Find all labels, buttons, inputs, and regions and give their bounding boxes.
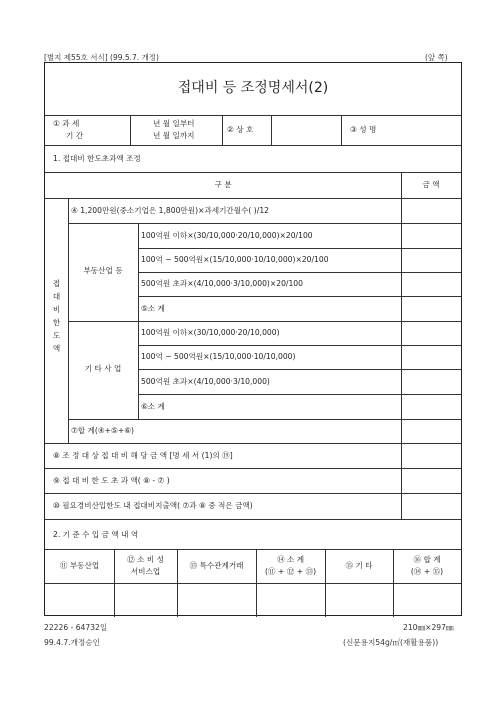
col-subtotal: ⑭ 소 계: [276, 555, 305, 564]
row-10-deductible-amount: ⑩ 필요경비산입한도 내 접대비지출액( ⑦과 ⑧ 중 적은 금액): [53, 501, 253, 510]
col-related-party: ⑬ 특수관계거래: [189, 561, 244, 570]
row-4-base-limit: ④ 1,200만원(중소기업은 1,800만원)×과세기간월수( )/12: [71, 206, 269, 215]
other-business-label: 기 타 사 업: [84, 364, 122, 373]
row-9-excess-amount: ⑨ 접 대 비 한 도 초 과 액( ⑧ - ⑦ ): [53, 476, 170, 485]
col-total-formula: (⑭ + ⑮): [410, 567, 444, 576]
page-indicator: (앞 쪽): [425, 53, 448, 62]
row-7-total: ⑦합 계(④+⑤+⑥): [71, 426, 134, 435]
section2-heading: 2. 기 준 수 입 금 액 내 역: [53, 530, 139, 539]
col-consumer-service: ⑫ 소 비 성: [127, 555, 164, 564]
period-label: ① 과 세: [53, 119, 80, 128]
real-estate-row: 100억원 이하×(30/10,000·20/10,000)×20/100: [141, 231, 313, 240]
real-estate-row: 500억원 초과×(4/10,000·3/10,000)×20/100: [141, 279, 303, 288]
name-label: ③ 성 명: [350, 125, 377, 134]
form-title: 접대비 등 조정명세서(2): [177, 80, 329, 96]
form-sheet: [44, 62, 462, 616]
col-consumer-service-2: 서비스업: [130, 567, 161, 576]
other-business-subtotal: ⑥소 계: [141, 402, 165, 411]
company-label: ② 상 호: [227, 125, 254, 134]
form-number: [별지 제55호 서식] (99.5.7. 개정): [44, 53, 159, 62]
period-label-2: 기 간: [66, 131, 84, 140]
col-total: ⑯ 합 계: [413, 555, 441, 564]
column-amount: 금 액: [422, 180, 440, 189]
section1-heading: 1. 접대비 한도초과액 조정: [53, 154, 141, 163]
paper-size: 210㎜×297㎜: [403, 623, 454, 632]
row-8-adjusted-amount: ⑧ 조 정 대 상 접 대 비 해 당 금 액 [명 세 서 (1)의 ⑲]: [53, 451, 233, 460]
paper-spec: (신문용지54g/㎡(재활용품)): [343, 638, 439, 647]
approval-date: 99.4.7.개정승인: [44, 638, 100, 647]
other-business-row: 100억 ~ 500억원×(15/10,000·10/10,000): [141, 352, 296, 361]
period-from-label: 년 월 일부터: [153, 119, 195, 128]
real-estate-subtotal: ⑤소 계: [141, 304, 165, 313]
real-estate-label: 부동산업 등: [83, 266, 123, 275]
real-estate-row: 100억 ~ 500억원×(15/10,000·10/10,000)×20/100: [141, 255, 329, 264]
other-business-row: 500억원 초과×(4/10,000·3/10,000): [141, 377, 270, 386]
other-business-row: 100억원 이하×(30/10,000·20/10,000): [141, 328, 280, 337]
col-real-estate: ⑪ 부동산업: [59, 561, 100, 570]
column-category: 구 분: [214, 180, 232, 189]
col-other: ⑮ 기 타: [345, 561, 373, 570]
col-subtotal-formula: (⑪ + ⑫ + ⑬): [264, 567, 317, 576]
print-code: 22226 - 64732일: [44, 623, 108, 632]
entertainment-limit-side-label: 접 대 비 한 도 액: [52, 279, 61, 353]
period-to-label: 년 월 일까지: [153, 131, 195, 140]
